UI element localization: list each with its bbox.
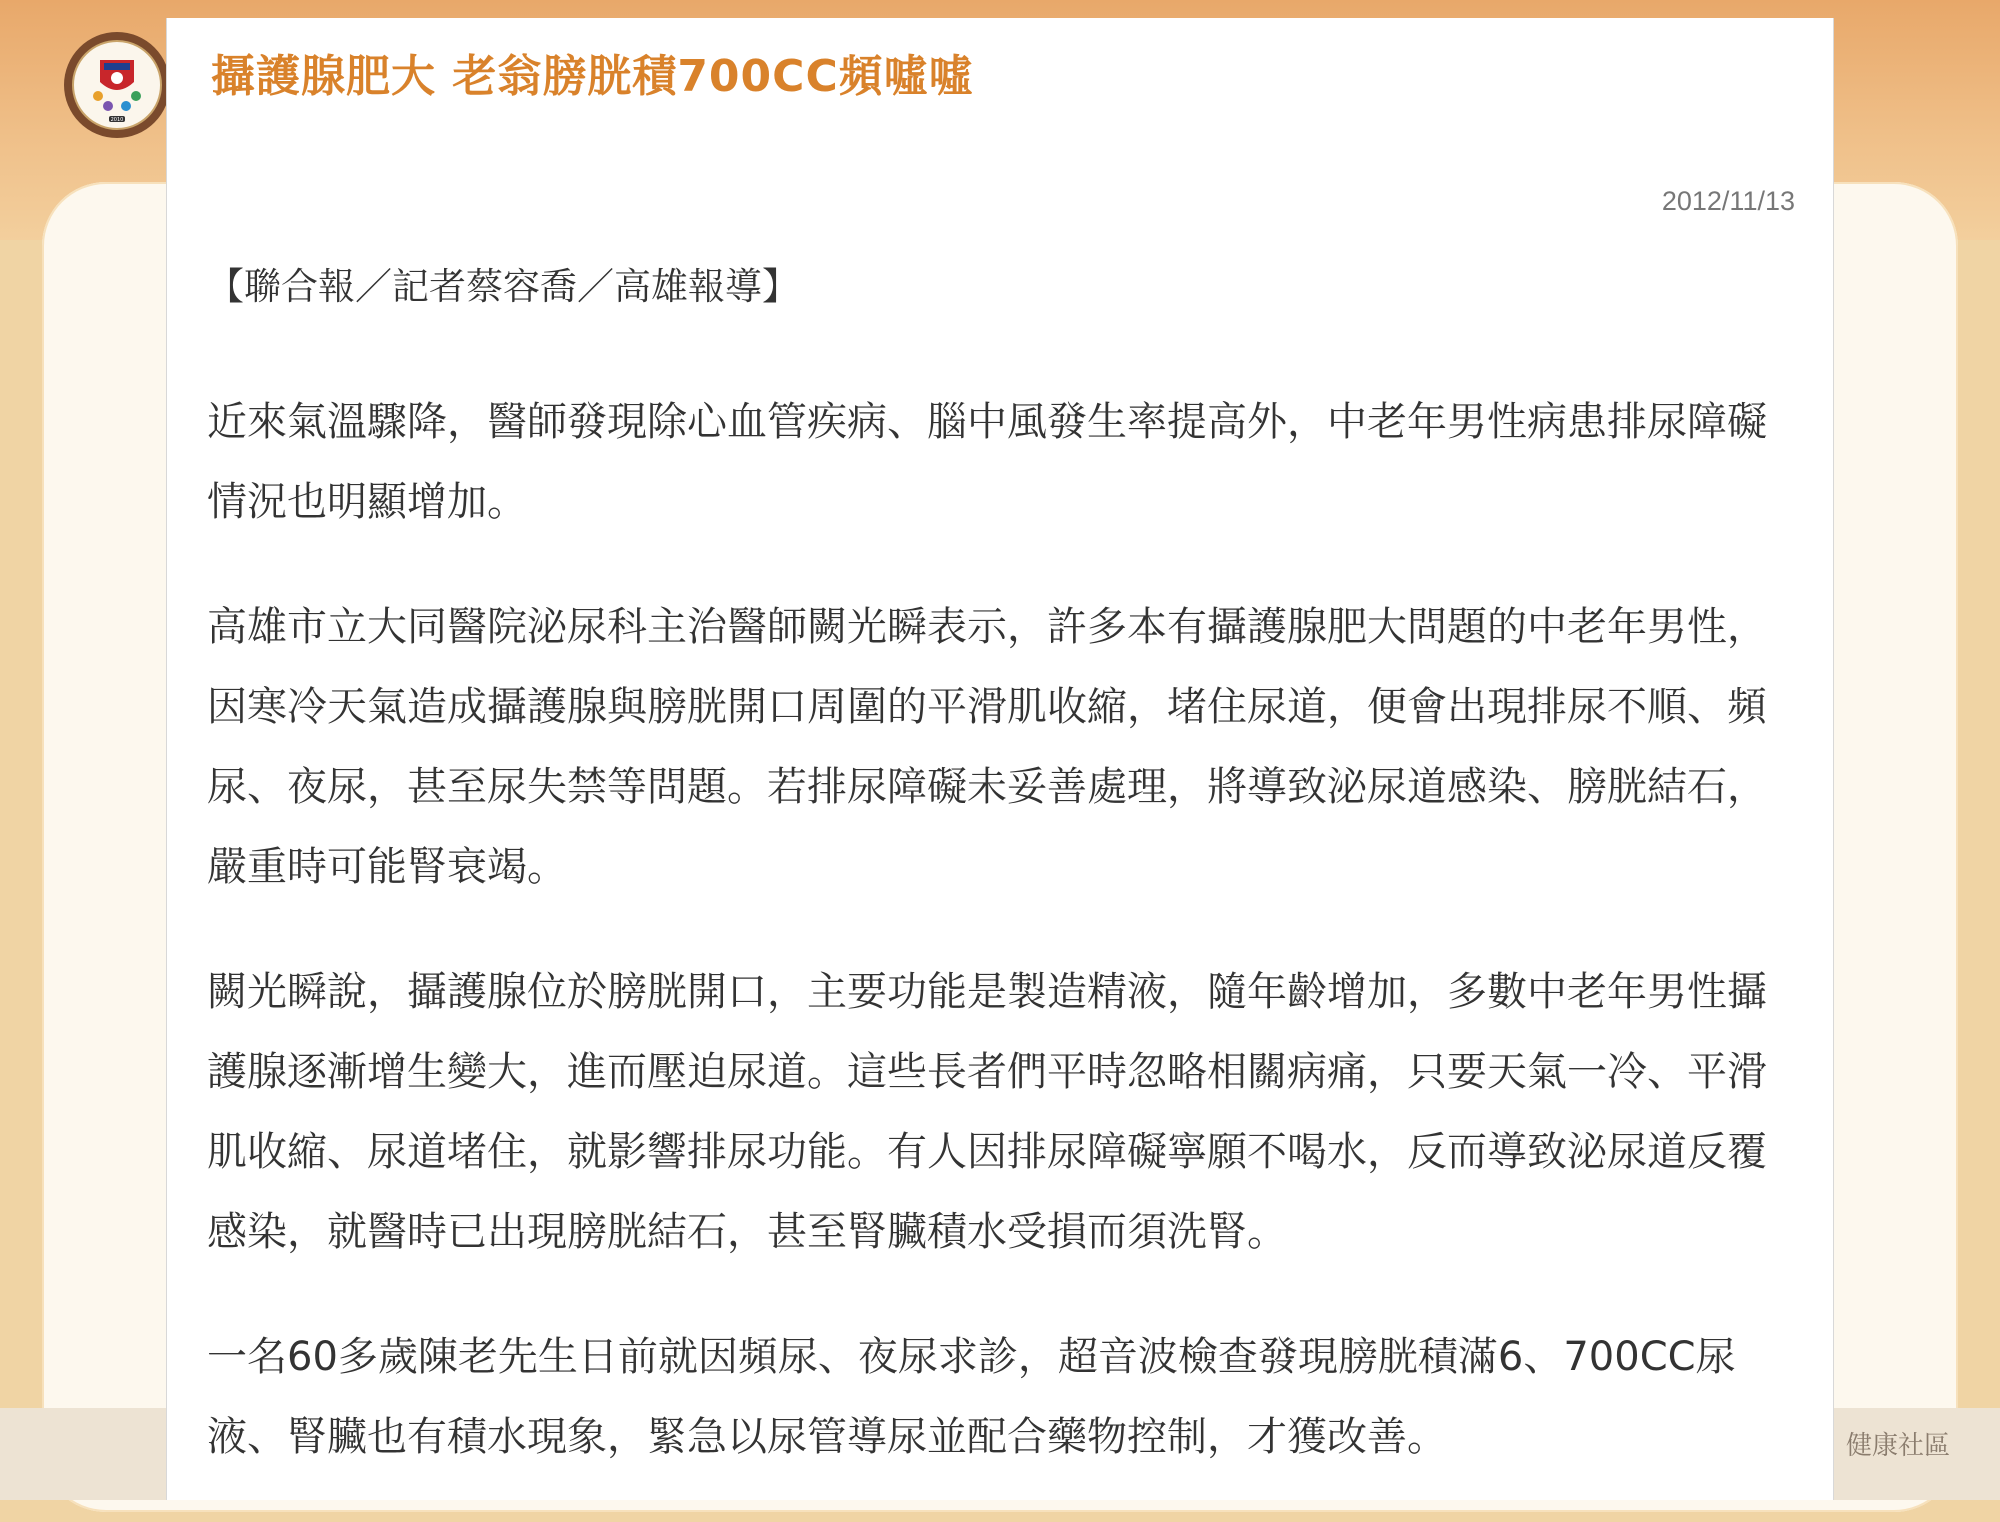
article-paragraph: 闕光瞬說，攝護腺位於膀胱開口，主要功能是製造精液，隨年齡增加，多數中老年男性攝護腺逐漸增生變大，進而壓迫尿道。這些長者們平時忽略相關病痛，只要天氣一冷、平滑肌收縮、尿道堵住，就影響排尿功能。有人因排尿障礙寧願不喝水，反而導致泌尿道反覆感染，就醫時已出現膀胱結石，甚至腎臟積水受損而須洗腎。 bbox=[207, 969, 1767, 1255]
logo-year: 2010 bbox=[110, 117, 124, 123]
article-card bbox=[166, 18, 1834, 1500]
article-byline: 【聯合報／記者蔡容喬／高雄報導】 bbox=[207, 265, 799, 308]
article-headline: 攝護腺肥大 老翁膀胱積700CC頻噓噓 bbox=[211, 51, 974, 102]
article-paragraph: 高雄市立大同醫院泌尿科主治醫師闕光瞬表示，許多本有攝護腺肥大問題的中老年男性，因寒冷天氣造成攝護腺與膀胱開口周圍的平滑肌收縮，堵住尿道，便會出現排尿不順、頻尿、夜尿，甚至尿失禁等問題。若排尿障礙未妥善處理，將導致泌尿道感染、膀胱結石，嚴重時可能腎衰竭。 bbox=[207, 604, 1767, 890]
article-body bbox=[207, 382, 1803, 1522]
article-paragraph: 近來氣溫驟降，醫師發現除心血管疾病、腦中風發生率提高外，中老年男性病患排尿障礙情況也明顯增加。 bbox=[207, 399, 1767, 525]
article-paragraph: 一名60多歲陳老先生日前就因頻尿、夜尿求診，超音波檢查發現膀胱積滿6、700CC尿液、腎臟也有積水現象，緊急以尿管導尿並配合藥物控制，才獲改善。 bbox=[207, 1334, 1736, 1460]
footer-section-label: 健康社區 bbox=[1845, 1431, 1950, 1461]
hospital-emblem-icon bbox=[62, 30, 172, 140]
article-date: 2012/11/13 bbox=[1661, 186, 1795, 216]
